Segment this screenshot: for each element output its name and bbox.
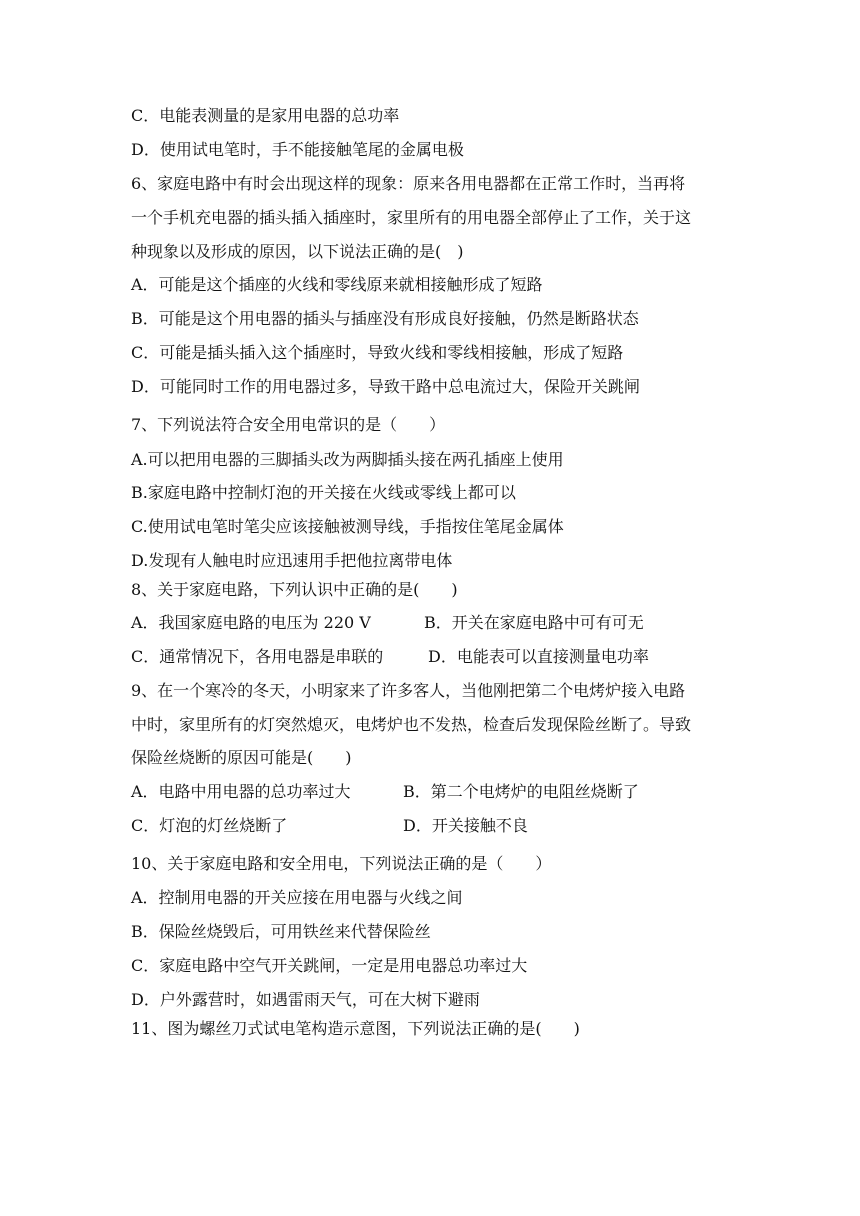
- q6-option-d: D．可能同时工作的用电器过多，导致干路中总电流过大，保险开关跳闸: [131, 377, 640, 396]
- q7-option-b: B.家庭电路中控制灯泡的开关接在火线或零线上都可以: [131, 483, 516, 502]
- q10-option-b: B．保险丝烧毁后，可用铁丝来代替保险丝: [131, 922, 431, 941]
- q6-option-c: C．可能是插头插入这个插座时，导致火线和零线相接触，形成了短路: [131, 343, 624, 362]
- q6-stem-line3: 种现象以及形成的原因，以下说法正确的是( ): [131, 242, 464, 261]
- q8-option-b: B．开关在家庭电路中可有可无: [424, 613, 644, 632]
- q7-option-a: A.可以把用电器的三脚插头改为两脚插头接在两孔插座上使用: [131, 450, 564, 469]
- q6-option-b: B．可能是这个用电器的插头与插座没有形成良好接触，仍然是断路状态: [131, 309, 639, 328]
- q7-option-c: C.使用试电笔时笔尖应该接触被测导线，手指按住笔尾金属体: [131, 517, 564, 536]
- q10-option-d: D．户外露营时，如遇雷雨天气，可在大树下避雨: [131, 990, 480, 1009]
- q11-stem: 11、图为螺丝刀式试电笔构造示意图，下列说法正确的是( ): [131, 1019, 580, 1038]
- q9-option-a: A．电路中用电器的总功率过大: [131, 782, 351, 801]
- q8-option-c: C．通常情况下，各用电器是串联的: [131, 647, 384, 666]
- q10-option-c: C．家庭电路中空气开关跳闸，一定是用电器总功率过大: [131, 956, 528, 975]
- q10-option-a: A．控制用电器的开关应接在用电器与火线之间: [131, 888, 463, 907]
- q9-stem-line3: 保险丝烧断的原因可能是( ): [131, 748, 352, 767]
- q6-stem-line1: 6、家庭电路中有时会出现这样的现象：原来各用电器都在正常工作时，当再将: [131, 174, 686, 193]
- q6-option-a: A．可能是这个插座的火线和零线原来就相接触形成了短路: [131, 275, 543, 294]
- q9-option-c: C．灯泡的灯丝烧断了: [131, 816, 288, 835]
- q5-option-c: C．电能表测量的是家用电器的总功率: [131, 106, 400, 125]
- q10-stem: 10、关于家庭电路和安全用电，下列说法正确的是（ ）: [131, 854, 552, 873]
- q9-option-b: B．第二个电烤炉的电阻丝烧断了: [403, 782, 639, 801]
- q7-option-d: D.发现有人触电时应迅速用手把他拉离带电体: [131, 551, 453, 570]
- q6-stem-line2: 一个手机充电器的插头插入插座时，家里所有的用电器全部停止了工作，关于这: [131, 208, 692, 227]
- q8-stem: 8、关于家庭电路，下列认识中正确的是( ): [131, 580, 458, 599]
- q9-stem-line2: 中时，家里所有的灯突然熄灭，电烤炉也不发热，检查后发现保险丝断了。导致: [131, 715, 692, 734]
- q8-option-d: D．电能表可以直接测量电功率: [428, 647, 649, 666]
- q7-stem: 7、下列说法符合安全用电常识的是（ ）: [131, 415, 446, 434]
- q5-option-d: D．使用试电笔时，手不能接触笔尾的金属电极: [131, 140, 464, 159]
- q8-option-a: A．我国家庭电路的电压为 220 V: [131, 613, 371, 632]
- q9-stem-line1: 9、在一个寒冷的冬天，小明家来了许多客人，当他刚把第二个电烤炉接入电路: [131, 681, 686, 700]
- q9-option-d: D．开关接触不良: [403, 816, 528, 835]
